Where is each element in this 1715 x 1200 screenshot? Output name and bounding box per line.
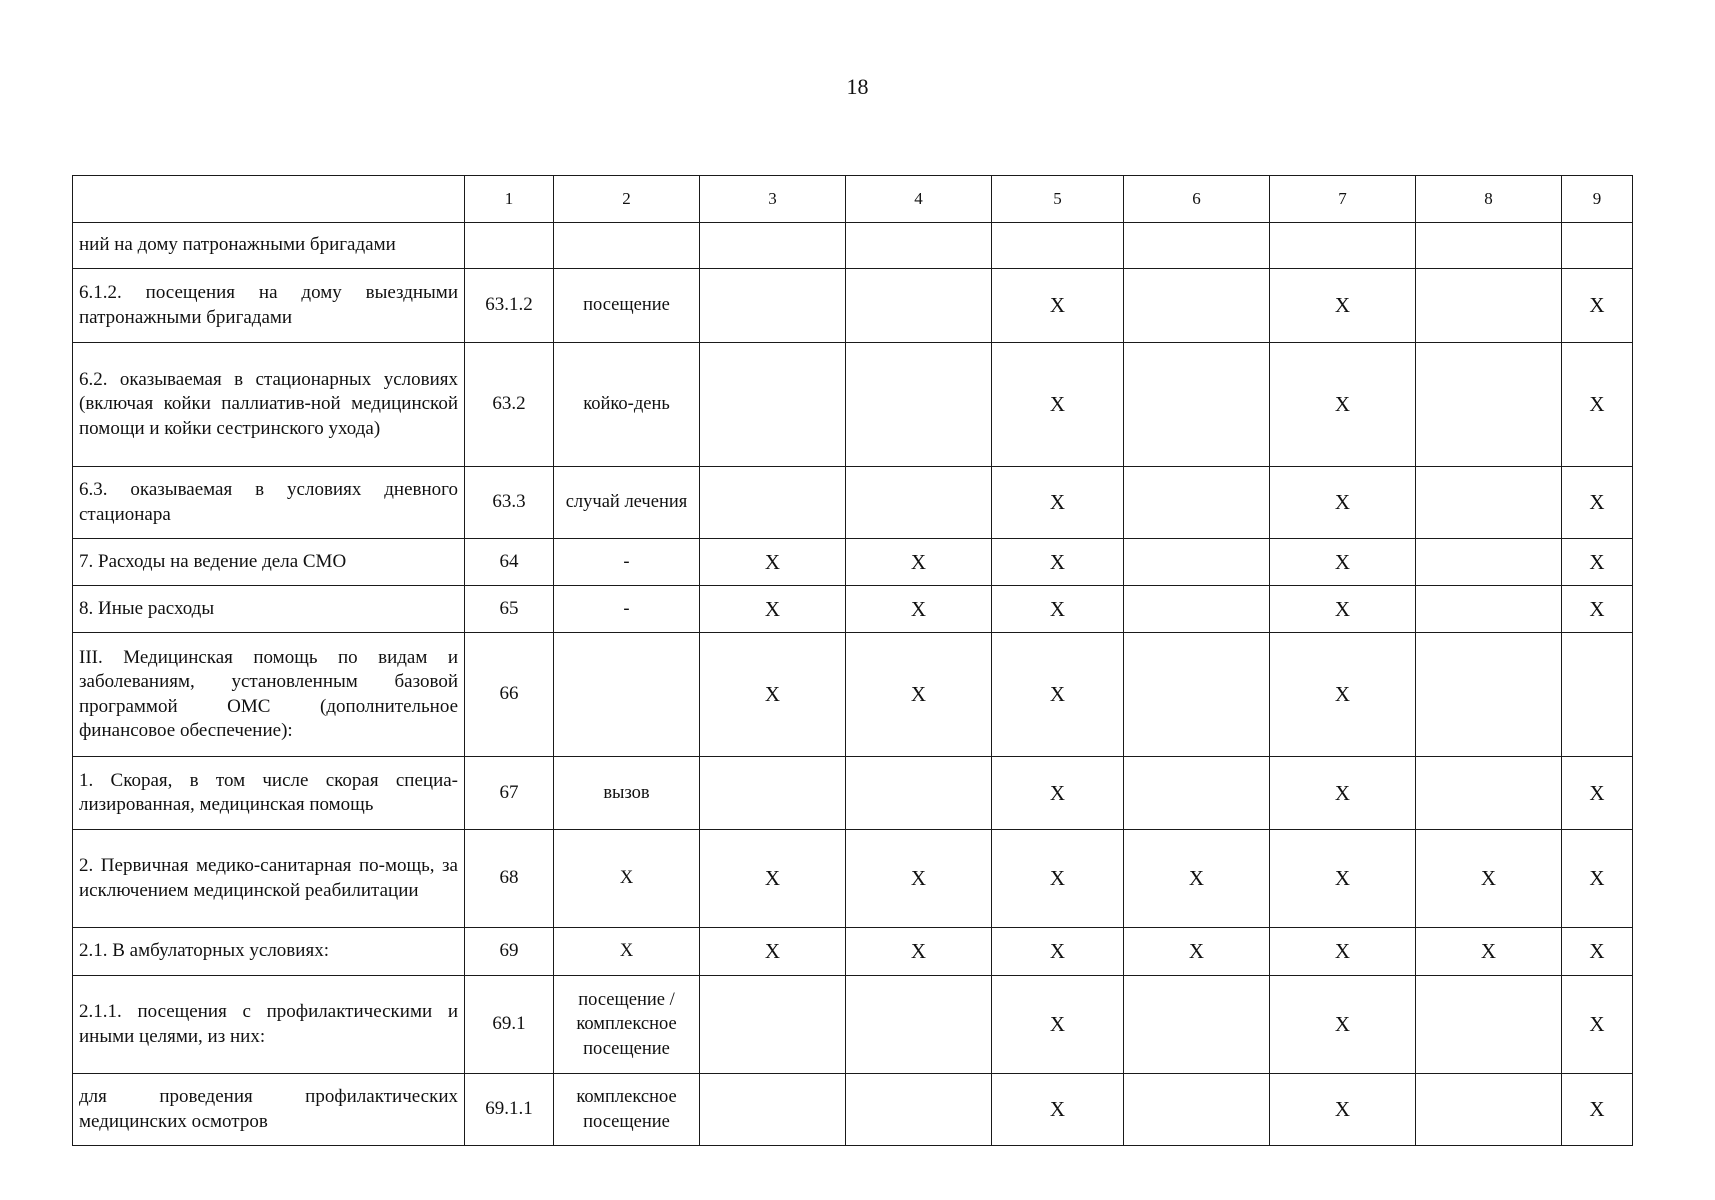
row-cell-6: X bbox=[1124, 830, 1270, 928]
row-cell-7: X bbox=[1270, 539, 1416, 586]
header-cell-4: 4 bbox=[846, 176, 992, 223]
row-cell-3: X bbox=[700, 633, 846, 757]
row-cell-3: X bbox=[700, 928, 846, 976]
header-cell-3: 3 bbox=[700, 176, 846, 223]
row-cell-9: X bbox=[1562, 539, 1633, 586]
row-cell-6 bbox=[1124, 633, 1270, 757]
row-unit: X bbox=[554, 830, 700, 928]
row-cell-9: X bbox=[1562, 928, 1633, 976]
row-code bbox=[465, 223, 554, 269]
row-cell-6 bbox=[1124, 976, 1270, 1074]
row-cell-4: X bbox=[846, 928, 992, 976]
row-cell-7: X bbox=[1270, 830, 1416, 928]
table-row bbox=[73, 1074, 1633, 1146]
row-cell-5: X bbox=[992, 830, 1124, 928]
row-cell-3 bbox=[700, 1074, 846, 1146]
row-cell-3 bbox=[700, 757, 846, 830]
row-cell-4 bbox=[846, 223, 992, 269]
row-unit: вызов bbox=[554, 757, 700, 830]
row-label: 2.1.1. посещения с профилактическими и иными целями, из них: bbox=[73, 976, 465, 1074]
row-cell-8 bbox=[1416, 539, 1562, 586]
row-code: 65 bbox=[465, 586, 554, 633]
row-cell-4 bbox=[846, 976, 992, 1074]
row-label: III. Медицинская помощь по видам и заболеваниям, установленным базовой программой ОМС (дополнительное финансовое обеспечение): bbox=[73, 633, 465, 757]
row-label: 6.3. оказываемая в условиях дневного стационара bbox=[73, 467, 465, 539]
row-cell-6 bbox=[1124, 1074, 1270, 1146]
row-cell-7: X bbox=[1270, 586, 1416, 633]
row-cell-7 bbox=[1270, 223, 1416, 269]
row-cell-7: X bbox=[1270, 757, 1416, 830]
row-cell-8 bbox=[1416, 467, 1562, 539]
row-cell-9: X bbox=[1562, 586, 1633, 633]
row-cell-3 bbox=[700, 976, 846, 1074]
header-cell-6: 6 bbox=[1124, 176, 1270, 223]
row-cell-4: X bbox=[846, 830, 992, 928]
row-cell-7: X bbox=[1270, 467, 1416, 539]
header-cell-8: 8 bbox=[1416, 176, 1562, 223]
row-cell-8 bbox=[1416, 223, 1562, 269]
row-cell-3: X bbox=[700, 830, 846, 928]
table-row bbox=[73, 830, 1633, 928]
row-cell-3: X bbox=[700, 586, 846, 633]
row-cell-6 bbox=[1124, 586, 1270, 633]
row-cell-4: X bbox=[846, 539, 992, 586]
table-row bbox=[73, 343, 1633, 467]
row-unit: комплексное посещение bbox=[554, 1074, 700, 1146]
row-code: 66 bbox=[465, 633, 554, 757]
row-cell-4 bbox=[846, 269, 992, 343]
row-cell-5: X bbox=[992, 757, 1124, 830]
row-code: 69.1 bbox=[465, 976, 554, 1074]
data-table bbox=[72, 175, 1633, 1146]
row-cell-5: X bbox=[992, 467, 1124, 539]
row-cell-6: X bbox=[1124, 928, 1270, 976]
row-cell-8 bbox=[1416, 586, 1562, 633]
header-cell-7: 7 bbox=[1270, 176, 1416, 223]
table-row bbox=[73, 586, 1633, 633]
row-cell-5: X bbox=[992, 928, 1124, 976]
row-unit: посещение bbox=[554, 269, 700, 343]
row-cell-5: X bbox=[992, 269, 1124, 343]
row-cell-8: X bbox=[1416, 830, 1562, 928]
row-cell-5: X bbox=[992, 633, 1124, 757]
row-cell-5: X bbox=[992, 539, 1124, 586]
row-cell-7: X bbox=[1270, 1074, 1416, 1146]
row-unit bbox=[554, 633, 700, 757]
row-cell-5: X bbox=[992, 1074, 1124, 1146]
row-code: 63.2 bbox=[465, 343, 554, 467]
row-unit: койко-день bbox=[554, 343, 700, 467]
row-cell-6 bbox=[1124, 467, 1270, 539]
row-cell-4 bbox=[846, 1074, 992, 1146]
row-cell-4 bbox=[846, 343, 992, 467]
row-unit: - bbox=[554, 586, 700, 633]
row-cell-5: X bbox=[992, 586, 1124, 633]
page-number: 18 bbox=[846, 74, 869, 99]
table-row bbox=[73, 976, 1633, 1074]
row-cell-8 bbox=[1416, 269, 1562, 343]
row-cell-9: X bbox=[1562, 757, 1633, 830]
row-cell-4 bbox=[846, 467, 992, 539]
row-unit bbox=[554, 223, 700, 269]
row-unit: X bbox=[554, 928, 700, 976]
row-label: 2.1. В амбулаторных условиях: bbox=[73, 928, 465, 976]
row-cell-9 bbox=[1562, 633, 1633, 757]
row-code: 63.1.2 bbox=[465, 269, 554, 343]
row-cell-8 bbox=[1416, 1074, 1562, 1146]
row-cell-7: X bbox=[1270, 928, 1416, 976]
header-cell-1: 1 bbox=[465, 176, 554, 223]
row-cell-9: X bbox=[1562, 976, 1633, 1074]
row-code: 67 bbox=[465, 757, 554, 830]
row-cell-6 bbox=[1124, 343, 1270, 467]
row-cell-9: X bbox=[1562, 269, 1633, 343]
row-cell-8: X bbox=[1416, 928, 1562, 976]
row-label: 2. Первичная медико-санитарная по-мощь, за исключением медицинской реабилитации bbox=[73, 830, 465, 928]
table-header-row bbox=[73, 176, 1633, 223]
header-cell-label bbox=[73, 176, 465, 223]
row-cell-7: X bbox=[1270, 269, 1416, 343]
row-cell-3: X bbox=[700, 539, 846, 586]
row-label: 7. Расходы на ведение дела СМО bbox=[73, 539, 465, 586]
row-code: 69 bbox=[465, 928, 554, 976]
row-code: 69.1.1 bbox=[465, 1074, 554, 1146]
row-cell-3 bbox=[700, 223, 846, 269]
header-cell-5: 5 bbox=[992, 176, 1124, 223]
row-cell-9: X bbox=[1562, 467, 1633, 539]
row-cell-6 bbox=[1124, 757, 1270, 830]
row-unit: случай лечения bbox=[554, 467, 700, 539]
row-cell-5: X bbox=[992, 976, 1124, 1074]
row-cell-9: X bbox=[1562, 1074, 1633, 1146]
row-unit: - bbox=[554, 539, 700, 586]
row-cell-9 bbox=[1562, 223, 1633, 269]
table-row bbox=[73, 269, 1633, 343]
row-code: 63.3 bbox=[465, 467, 554, 539]
table-row bbox=[73, 539, 1633, 586]
row-cell-7: X bbox=[1270, 976, 1416, 1074]
row-cell-3 bbox=[700, 343, 846, 467]
header-cell-2: 2 bbox=[554, 176, 700, 223]
row-cell-4 bbox=[846, 757, 992, 830]
row-unit: посещение / комплексное посещение bbox=[554, 976, 700, 1074]
row-cell-6 bbox=[1124, 223, 1270, 269]
row-cell-5: X bbox=[992, 343, 1124, 467]
table-row bbox=[73, 633, 1633, 757]
row-label: ний на дому патронажными бригадами bbox=[73, 223, 465, 269]
row-code: 68 bbox=[465, 830, 554, 928]
row-label: 6.2. оказываемая в стационарных условиях (включая койки паллиатив-ной медицинской помощи и койки сестринского ухода) bbox=[73, 343, 465, 467]
row-label: 1. Скорая, в том числе скорая специа-лизированная, медицинская помощь bbox=[73, 757, 465, 830]
row-cell-8 bbox=[1416, 633, 1562, 757]
row-cell-9: X bbox=[1562, 830, 1633, 928]
row-label: для проведения профилактических медицинских осмотров bbox=[73, 1074, 465, 1146]
table-row bbox=[73, 928, 1633, 976]
row-cell-7: X bbox=[1270, 633, 1416, 757]
table-row bbox=[73, 757, 1633, 830]
row-cell-7: X bbox=[1270, 343, 1416, 467]
row-cell-4: X bbox=[846, 633, 992, 757]
table-row bbox=[73, 223, 1633, 269]
row-cell-5 bbox=[992, 223, 1124, 269]
row-cell-6 bbox=[1124, 539, 1270, 586]
row-cell-8 bbox=[1416, 757, 1562, 830]
row-cell-8 bbox=[1416, 343, 1562, 467]
row-cell-6 bbox=[1124, 269, 1270, 343]
row-label: 6.1.2. посещения на дому выездными патронажными бригадами bbox=[73, 269, 465, 343]
row-cell-9: X bbox=[1562, 343, 1633, 467]
row-cell-8 bbox=[1416, 976, 1562, 1074]
row-cell-3 bbox=[700, 467, 846, 539]
header-cell-9: 9 bbox=[1562, 176, 1633, 223]
row-cell-3 bbox=[700, 269, 846, 343]
row-cell-4: X bbox=[846, 586, 992, 633]
table-row bbox=[73, 467, 1633, 539]
row-code: 64 bbox=[465, 539, 554, 586]
row-label: 8. Иные расходы bbox=[73, 586, 465, 633]
